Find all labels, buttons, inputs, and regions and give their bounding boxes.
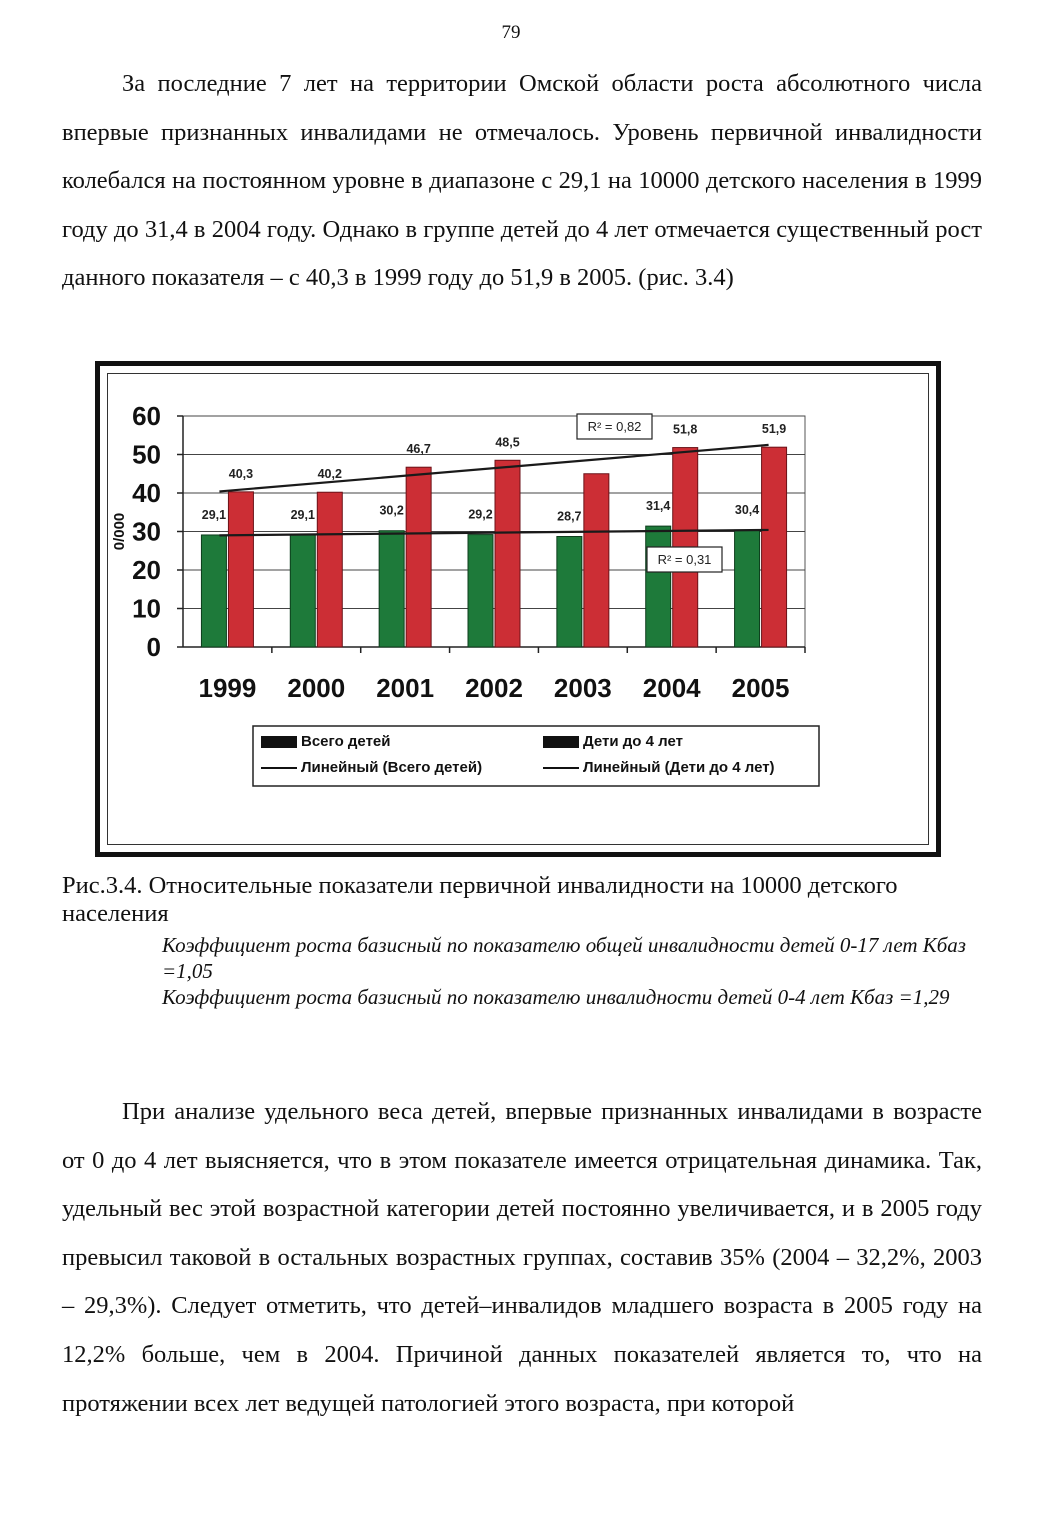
x-tick-label: 2000 — [287, 673, 346, 703]
x-tick-label: 2002 — [465, 673, 523, 703]
bar-under4-2002 — [495, 460, 520, 647]
analysis-text: При анализе удельного веса детей, впервые признанных инвалидами в возрасте от 0 до 4 лет выясняется, что в этом показателе имеется отрицательная динамика. Так, удельный вес этой возрастной категории детей постоянно увеличивается, и в 2005 году превысил таковой в остальных возрастных группах, составив 35% (2004 – 32,2%, 2003 – 29,3%). Следует отметить, что детей–инвалидов младшего возраста в 2005 году на 12,2% больше, чем в 2004. Причиной данных показателей является то, что на протяжении всех лет ведущей патологией этого возраста, при которой — [62, 1098, 982, 1417]
legend-label: Линейный (Дети до 4 лет) — [583, 759, 775, 776]
bar-total-1999 — [201, 535, 226, 647]
data-label-under4: 48,5 — [495, 435, 520, 450]
bar-total-2000 — [290, 535, 315, 647]
r2-box-under4-label: R² = 0,82 — [587, 419, 642, 434]
data-label-total: 30,2 — [379, 503, 404, 518]
bar-total-2004 — [646, 526, 671, 647]
bar-under4-1999 — [228, 492, 253, 647]
data-label-under4: 51,8 — [673, 422, 698, 437]
caption-title: Рис.3.4. Относительные показатели первичной инвалидности на 10000 детского населения — [62, 872, 898, 927]
x-tick-label: 1999 — [198, 673, 257, 703]
figure-caption — [62, 872, 982, 1010]
y-tick-label: 60 — [132, 401, 161, 431]
caption-notes — [62, 932, 982, 1010]
data-label-total: 31,4 — [646, 499, 671, 514]
bar-total-2001 — [379, 531, 404, 647]
bar-total-2002 — [468, 535, 493, 647]
caption-note-total: Коэффициент роста базисный по показателю общей инвалидности детей 0-17 лет Кбаз =1,05 — [162, 933, 966, 983]
data-label-under4: 46,7 — [406, 442, 431, 457]
data-label-total: 28,7 — [557, 509, 582, 524]
data-label-under4: 51,9 — [761, 422, 787, 437]
data-label-under4: 40,3 — [228, 466, 254, 481]
legend-swatch — [261, 736, 297, 748]
bar-under4-2000 — [317, 492, 342, 647]
x-tick-label: 2001 — [376, 673, 435, 703]
data-label-total: 30,4 — [734, 502, 760, 517]
y-tick-label: 0 — [146, 632, 161, 662]
bar-total-2003 — [557, 537, 582, 647]
data-label-total: 29,1 — [201, 507, 227, 522]
x-tick-label: 2004 — [642, 673, 701, 703]
intro-text: За последние 7 лет на территории Омской области роста абсолютного числа впервые признанных инвалидами не отмечалось. Уровень первичной инвалидности колебался на постоянном уровне в диапазоне с 29,1 на 10000 детского населения в 1999 году до 31,4 в 2004 году. Однако в группе детей до 4 лет отмечается существенный рост данного показателя – с 40,3 в 1999 году до 51,9 в 2005. (рис. 3.4) — [62, 70, 982, 292]
analysis-paragraph — [62, 1088, 982, 1428]
y-tick-label: 10 — [132, 593, 161, 624]
figure-3-4 — [95, 361, 941, 857]
data-label-under4: 40,2 — [317, 467, 342, 482]
intro-paragraph — [62, 60, 982, 303]
caption-note-under4: Коэффициент роста базисный по показателю инвалидности детей 0-4 лет Кбаз =1,29 — [162, 985, 950, 1009]
x-tick-label: 2003 — [553, 673, 612, 703]
y-tick-label: 40 — [132, 478, 161, 508]
bar-chart — [100, 366, 936, 852]
bar-under4-2005 — [762, 447, 787, 647]
legend-swatch — [543, 736, 579, 748]
y-tick-label: 30 — [132, 516, 161, 547]
y-tick-label: 20 — [132, 555, 161, 585]
y-axis-label: 0/000 — [111, 512, 128, 551]
data-label-total: 29,2 — [468, 507, 493, 522]
bar-under4-2001 — [406, 467, 431, 647]
bar-under4-2003 — [584, 474, 609, 647]
legend-label: Всего детей — [301, 733, 391, 750]
y-tick-label: 50 — [132, 439, 161, 470]
legend-label: Дети до 4 лет — [583, 733, 683, 750]
x-tick-label: 2005 — [731, 673, 790, 703]
bar-total-2005 — [735, 530, 760, 647]
legend-label: Линейный (Всего детей) — [301, 759, 483, 776]
data-label-total: 29,1 — [290, 507, 315, 522]
page-number: 79 — [501, 22, 521, 43]
r2-box-total-label: R² = 0,31 — [657, 552, 712, 567]
